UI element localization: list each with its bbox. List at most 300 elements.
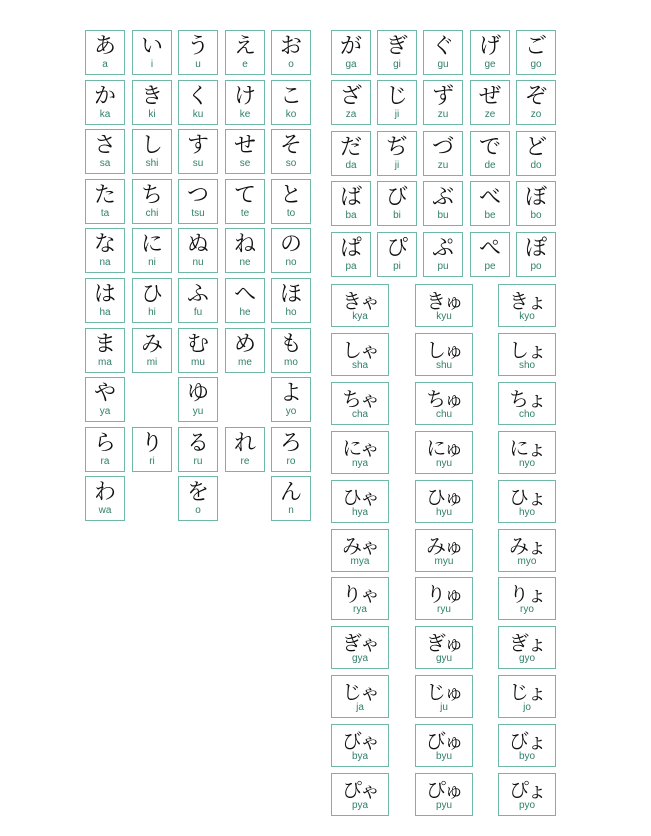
- kana-cell: [498, 773, 556, 816]
- kana-character: にゃ: [342, 435, 378, 460]
- kana-character: ひゃ: [342, 484, 378, 509]
- kana-cell: [271, 30, 311, 75]
- romaji-label: bu: [437, 210, 449, 222]
- romaji-label: pyo: [518, 800, 536, 811]
- romaji-label: ku: [192, 108, 204, 120]
- romaji-label: gyo: [518, 653, 536, 665]
- kana-character: ちゅ: [426, 386, 462, 411]
- kana-cell: [470, 232, 510, 277]
- kana-cell: [132, 427, 172, 472]
- romaji-label: ji: [394, 109, 400, 121]
- kana-cell: [271, 377, 311, 422]
- kana-character: びょ: [509, 729, 545, 754]
- kana-cell: [271, 179, 311, 224]
- kana-cell: [377, 30, 417, 75]
- romaji-label: go: [530, 59, 542, 70]
- kana-character: りょ: [509, 582, 545, 607]
- kana-character: と: [279, 182, 302, 208]
- kana-character: け: [233, 83, 256, 109]
- romaji-label: sha: [351, 359, 369, 371]
- romaji-label: o: [195, 505, 201, 517]
- romaji-label: kya: [352, 311, 368, 322]
- kana-cell: [85, 476, 125, 521]
- romaji-label: gya: [351, 653, 369, 665]
- kana-character: ぞ: [524, 84, 547, 110]
- kana-cell: [516, 232, 556, 277]
- kana-cell: [178, 30, 218, 75]
- romaji-label: hyo: [518, 506, 536, 518]
- romaji-label: mo: [284, 356, 298, 368]
- romaji-label: pyu: [435, 800, 453, 811]
- romaji-label: gi: [393, 59, 401, 70]
- romaji-label: kyu: [436, 311, 452, 322]
- kana-character: つ: [186, 182, 209, 208]
- kana-cell: [331, 181, 371, 226]
- kana-character: だ: [339, 134, 362, 160]
- kana-cell: [132, 228, 172, 273]
- kana-character: り: [140, 430, 163, 456]
- kana-cell: [415, 626, 473, 669]
- kana-cell: [331, 333, 389, 376]
- romaji-label: cha: [351, 408, 369, 420]
- kana-character: ん: [279, 480, 302, 506]
- romaji-label: rya: [353, 604, 367, 616]
- romaji-label: ne: [239, 257, 251, 269]
- romaji-label: shu: [435, 359, 453, 371]
- kana-cell: [85, 278, 125, 323]
- romaji-label: shi: [145, 158, 159, 170]
- kana-character: そ: [279, 133, 302, 159]
- kana-cell: [331, 431, 389, 474]
- kana-cell: [178, 129, 218, 174]
- kana-cell: [498, 480, 556, 523]
- romaji-label: pa: [345, 260, 357, 272]
- kana-character: みゃ: [342, 533, 378, 558]
- romaji-label: bo: [530, 210, 542, 222]
- romaji-label: ho: [285, 307, 297, 318]
- romaji-label: ga: [345, 59, 357, 70]
- kana-character: きゅ: [426, 289, 462, 313]
- kana-cell: [225, 228, 265, 273]
- romaji-label: ja: [356, 702, 364, 714]
- kana-character: ひょ: [509, 484, 545, 509]
- kana-character: を: [186, 480, 209, 506]
- romaji-label: to: [286, 207, 296, 219]
- romaji-label: zu: [437, 109, 449, 121]
- kana-character: う: [186, 34, 209, 59]
- kana-cell: [516, 80, 556, 125]
- romaji-label: ya: [99, 406, 111, 418]
- romaji-label: ge: [484, 59, 496, 70]
- kana-cell: [132, 30, 172, 75]
- kana-cell: [271, 80, 311, 125]
- kana-character: み: [140, 331, 163, 357]
- kana-cell: [178, 228, 218, 273]
- kana-character: ら: [93, 430, 116, 456]
- kana-character: みゅ: [426, 533, 462, 558]
- kana-cell: [470, 80, 510, 125]
- kana-cell: [331, 232, 371, 277]
- kana-character: ざ: [339, 84, 362, 110]
- kana-character: ちょ: [509, 386, 545, 411]
- kana-character: く: [186, 83, 209, 109]
- kana-character: も: [279, 331, 302, 357]
- romaji-label: ryu: [437, 604, 451, 616]
- romaji-label: sa: [99, 158, 111, 170]
- kana-cell: [225, 427, 265, 472]
- kana-character: む: [186, 331, 209, 357]
- kana-cell: [415, 577, 473, 620]
- romaji-label: su: [192, 158, 204, 170]
- kana-character: き: [140, 83, 163, 109]
- romaji-label: nu: [192, 257, 204, 269]
- romaji-label: ha: [99, 307, 111, 318]
- kana-cell: [377, 131, 417, 176]
- romaji-label: no: [285, 257, 297, 269]
- kana-cell: [85, 80, 125, 125]
- kana-cell: [331, 382, 389, 425]
- kana-cell: [271, 427, 311, 472]
- kana-character: じょ: [509, 680, 545, 705]
- kana-character: の: [279, 232, 302, 258]
- kana-cell: [331, 131, 371, 176]
- kana-cell: [423, 80, 463, 125]
- kana-character: りゅ: [426, 582, 462, 607]
- kana-character: た: [93, 182, 116, 208]
- romaji-label: ru: [193, 455, 203, 467]
- kana-cell: [331, 529, 389, 572]
- kana-character: び: [385, 185, 408, 211]
- kana-cell: [331, 577, 389, 620]
- kana-cell: [516, 30, 556, 75]
- kana-character: ぷ: [431, 235, 454, 261]
- kana-cell: [178, 328, 218, 373]
- kana-character: さ: [93, 133, 116, 159]
- kana-character: にょ: [509, 435, 545, 460]
- kana-cell: [271, 129, 311, 174]
- kana-character: ひゅ: [426, 484, 462, 509]
- kana-character: ゆ: [186, 381, 209, 407]
- romaji-label: tsu: [191, 207, 205, 219]
- kana-cell: [132, 129, 172, 174]
- kana-character: ちゃ: [342, 386, 378, 411]
- kana-cell: [415, 284, 473, 327]
- kana-cell: [498, 675, 556, 718]
- kana-character: ぜ: [478, 84, 501, 110]
- kana-cell: [85, 228, 125, 273]
- romaji-label: na: [99, 257, 111, 269]
- kana-character: す: [186, 133, 209, 159]
- romaji-label: ju: [440, 702, 448, 714]
- romaji-label: pe: [484, 260, 496, 272]
- kana-character: ぎゅ: [426, 631, 462, 656]
- kana-character: こ: [279, 83, 302, 109]
- kana-cell: [470, 181, 510, 226]
- romaji-label: sho: [518, 359, 536, 371]
- kana-cell: [331, 284, 389, 327]
- romaji-label: ri: [149, 455, 155, 467]
- kana-character: びゅ: [426, 729, 462, 754]
- kana-character: へ: [233, 282, 256, 307]
- kana-character: げ: [478, 34, 501, 59]
- kana-character: ち: [140, 182, 163, 208]
- romaji-label: wa: [98, 505, 112, 517]
- kana-character: ど: [524, 134, 547, 160]
- kana-character: な: [93, 232, 116, 258]
- romaji-label: bya: [351, 751, 369, 763]
- kana-cell: [516, 131, 556, 176]
- kana-cell: [423, 131, 463, 176]
- kana-character: め: [233, 331, 256, 357]
- kana-cell: [331, 626, 389, 669]
- kana-cell: [498, 626, 556, 669]
- kana-cell: [132, 80, 172, 125]
- romaji-label: ji: [394, 159, 400, 171]
- kana-cell: [178, 278, 218, 323]
- kana-character: よ: [279, 381, 302, 407]
- romaji-label: do: [530, 159, 542, 171]
- romaji-label: fu: [193, 307, 203, 318]
- kana-cell: [85, 328, 125, 373]
- romaji-label: pya: [351, 800, 369, 811]
- kana-cell: [225, 328, 265, 373]
- kana-cell: [415, 724, 473, 767]
- romaji-label: nya: [351, 457, 369, 469]
- romaji-label: hi: [148, 307, 156, 318]
- kana-cell: [85, 179, 125, 224]
- kana-cell: [225, 179, 265, 224]
- romaji-label: byu: [435, 751, 453, 763]
- kana-character: せ: [233, 133, 256, 159]
- romaji-label: mu: [191, 356, 205, 368]
- kana-cell: [470, 30, 510, 75]
- kana-character: ぎょ: [509, 631, 545, 656]
- romaji-label: he: [239, 307, 251, 318]
- kana-character: わ: [93, 480, 116, 506]
- kana-cell: [85, 427, 125, 472]
- kana-cell: [498, 431, 556, 474]
- romaji-label: te: [240, 207, 250, 219]
- kana-character: ぼ: [524, 185, 547, 211]
- romaji-label: pu: [437, 260, 449, 272]
- romaji-label: zo: [530, 109, 542, 121]
- kana-character: ぎ: [385, 34, 408, 59]
- kana-character: ふ: [186, 282, 209, 307]
- romaji-label: ta: [100, 207, 110, 219]
- romaji-label: ke: [239, 108, 251, 120]
- kana-character: え: [233, 34, 256, 59]
- kana-cell: [498, 333, 556, 376]
- kana-cell: [415, 529, 473, 572]
- kana-character: ぴ: [385, 235, 408, 261]
- kana-character: しゃ: [342, 337, 378, 362]
- romaji-label: ni: [148, 257, 156, 269]
- romaji-label: jo: [523, 702, 531, 714]
- kana-character: ぴゃ: [342, 778, 378, 802]
- kana-cell: [331, 80, 371, 125]
- romaji-label: nyo: [518, 457, 536, 469]
- kana-cell: [415, 480, 473, 523]
- kana-character: ぱ: [339, 235, 362, 261]
- romaji-label: ma: [98, 356, 112, 368]
- kana-character: お: [279, 34, 302, 59]
- kana-cell: [423, 181, 463, 226]
- kana-cell: [423, 232, 463, 277]
- kana-cell: [271, 476, 311, 521]
- kana-cell: [415, 382, 473, 425]
- romaji-label: ba: [345, 210, 357, 222]
- kana-cell: [415, 675, 473, 718]
- romaji-label: a: [102, 59, 108, 70]
- kana-character: は: [93, 282, 116, 307]
- kana-cell: [178, 80, 218, 125]
- romaji-label: o: [288, 59, 294, 70]
- romaji-label: chu: [435, 408, 453, 420]
- kana-character: ろ: [279, 430, 302, 456]
- romaji-label: myu: [434, 555, 454, 567]
- kana-cell: [331, 724, 389, 767]
- kana-cell: [271, 228, 311, 273]
- kana-character: ぴょ: [509, 778, 545, 802]
- kana-cell: [423, 30, 463, 75]
- kana-character: にゅ: [426, 435, 462, 460]
- kana-character: し: [140, 133, 163, 159]
- kana-character: ね: [233, 232, 256, 258]
- romaji-label: po: [530, 260, 542, 272]
- kana-character: ぐ: [431, 34, 454, 59]
- kana-character: りゃ: [342, 582, 378, 607]
- romaji-label: yo: [285, 406, 297, 418]
- kana-cell: [132, 328, 172, 373]
- kana-character: ば: [339, 185, 362, 211]
- kana-cell: [225, 278, 265, 323]
- romaji-label: gu: [437, 59, 449, 70]
- kana-character: じゃ: [342, 680, 378, 705]
- kana-character: ぶ: [431, 185, 454, 211]
- kana-cell: [132, 278, 172, 323]
- kana-character: みょ: [509, 533, 545, 558]
- kana-cell: [85, 377, 125, 422]
- kana-cell: [415, 431, 473, 474]
- romaji-label: yu: [192, 406, 204, 418]
- romaji-label: da: [345, 159, 357, 171]
- romaji-label: ko: [285, 108, 297, 120]
- kana-cell: [498, 724, 556, 767]
- kana-character: きょ: [509, 289, 545, 313]
- romaji-label: mi: [146, 356, 158, 368]
- kana-cell: [331, 675, 389, 718]
- kana-cell: [516, 181, 556, 226]
- romaji-label: hya: [351, 506, 369, 518]
- romaji-label: e: [242, 59, 248, 70]
- romaji-label: ra: [100, 455, 110, 467]
- romaji-label: gyu: [435, 653, 453, 665]
- romaji-label: i: [150, 59, 154, 70]
- kana-character: か: [93, 83, 116, 109]
- kana-cell: [498, 577, 556, 620]
- kana-character: ご: [524, 34, 547, 59]
- kana-character: ひ: [140, 282, 163, 307]
- kana-cell: [271, 278, 311, 323]
- kana-cell: [331, 480, 389, 523]
- kana-cell: [498, 382, 556, 425]
- romaji-label: ro: [286, 455, 296, 467]
- romaji-label: hyu: [435, 506, 453, 518]
- kana-character: が: [339, 34, 362, 59]
- romaji-label: ki: [148, 108, 156, 120]
- kana-character: ぢ: [385, 134, 408, 160]
- kana-cell: [225, 80, 265, 125]
- kana-character: に: [140, 232, 163, 258]
- kana-character: ぴゅ: [426, 778, 462, 802]
- kana-cell: [415, 333, 473, 376]
- kana-cell: [85, 30, 125, 75]
- kana-character: ま: [93, 331, 116, 357]
- kana-cell: [178, 427, 218, 472]
- kana-cell: [225, 129, 265, 174]
- romaji-label: myo: [517, 555, 537, 567]
- romaji-label: se: [239, 158, 251, 170]
- kana-character: い: [140, 34, 163, 59]
- kana-cell: [178, 377, 218, 422]
- kana-cell: [331, 30, 371, 75]
- romaji-label: n: [288, 505, 294, 517]
- romaji-label: be: [484, 210, 496, 222]
- kana-cell: [85, 129, 125, 174]
- kana-character: て: [233, 182, 256, 208]
- kana-character: しゅ: [426, 337, 462, 362]
- romaji-label: chi: [145, 207, 159, 219]
- kana-character: ぽ: [524, 235, 547, 261]
- romaji-label: re: [240, 455, 250, 467]
- kana-character: ぎゃ: [342, 631, 378, 656]
- kana-character: ぺ: [478, 235, 501, 261]
- kana-cell: [377, 232, 417, 277]
- kana-character: れ: [233, 430, 256, 456]
- kana-character: で: [478, 134, 501, 160]
- romaji-label: u: [195, 59, 201, 70]
- kana-character: あ: [93, 34, 116, 59]
- kana-character: きゃ: [342, 289, 378, 313]
- romaji-label: de: [484, 159, 496, 171]
- kana-cell: [331, 773, 389, 816]
- kana-cell: [470, 131, 510, 176]
- kana-cell: [178, 476, 218, 521]
- kana-character: づ: [431, 134, 454, 160]
- kana-cell: [498, 529, 556, 572]
- kana-character: ぬ: [186, 232, 209, 258]
- romaji-label: byo: [518, 751, 536, 763]
- kana-character: しょ: [509, 337, 545, 362]
- kana-cell: [377, 181, 417, 226]
- romaji-label: kyo: [519, 311, 535, 322]
- kana-character: じゅ: [426, 680, 462, 705]
- kana-cell: [415, 773, 473, 816]
- romaji-label: mya: [350, 555, 370, 567]
- romaji-label: bi: [393, 210, 401, 222]
- kana-cell: [132, 179, 172, 224]
- kana-cell: [225, 30, 265, 75]
- kana-character: べ: [478, 185, 501, 211]
- romaji-label: za: [345, 109, 357, 121]
- kana-cell: [178, 179, 218, 224]
- kana-character: や: [93, 381, 116, 407]
- kana-character: びゃ: [342, 729, 378, 754]
- romaji-label: ryo: [520, 604, 534, 616]
- romaji-label: ka: [99, 108, 111, 120]
- kana-character: ほ: [279, 282, 302, 307]
- romaji-label: cho: [518, 408, 536, 420]
